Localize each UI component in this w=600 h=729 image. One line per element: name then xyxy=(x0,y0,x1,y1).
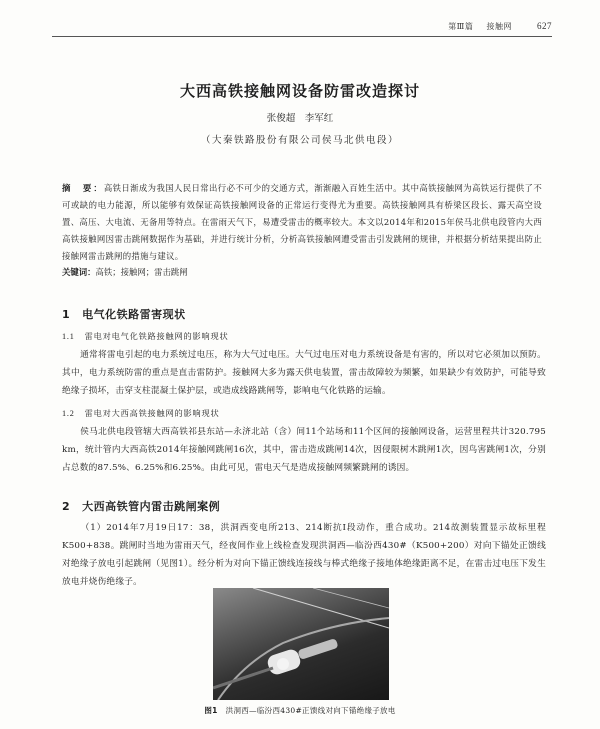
section-1-heading xyxy=(62,306,186,322)
keywords xyxy=(62,266,188,278)
subsection-1-2-heading xyxy=(62,408,219,419)
paragraph-1-2 xyxy=(62,423,546,477)
header-rule xyxy=(52,36,552,37)
header-issue: 第Ⅲ篇 xyxy=(448,22,474,31)
section-2-title: 大西高铁管内雷击跳闸案例 xyxy=(82,500,221,513)
paragraph-1-1-text: 通常将雷电引起的电力系统过电压，称为大气过电压。大气过电压对电力系统设备是有害的，所以对它必须加以预防。其中，电力系统防雷的重点是直击雷防护。接触网大多为露天供电装置，雷击故障较为频繁，如果缺少有效防护，可能导致绝缘子损坏，击穿支柱混凝土保护层，或造成线路跳闸等，影响电气化铁路的运输。 xyxy=(62,350,546,396)
abstract-text: 高铁日渐成为我国人民日常出行必不可少的交通方式，渐渐融入百姓生活中。其中高铁接触网为高铁运行提供了不可或缺的电力能源，所以能够有效保证高铁接触网设备的正常运行变得尤为重要。高铁接触网具有桥梁区段长、露天高空设置、高压、大电流、无备用等特点。在雷雨天气下，易遭受雷击的概率较大。本文以2014年和2015年侯马北供电段管内大西高铁接触网因雷击跳闸数据作为基础，并进行统计分析，分析高铁接触网遭受雷击引发跳闸的规律，并根据分析结果提出防止接触网雷击跳闸的措施与建议。 xyxy=(62,183,542,261)
paragraph-2-1-text: （1）2014年7月19日17：38，洪洞西变电所213、214断抗Ⅰ段动作，重合成功。214故测装置显示故标里程K500+838。跳闸时当地为雷雨天气，经夜间作业上线检查发现洪洞西—临汾西430#（K500+200）对向下锚处正馈线对绝缘子放电引起跳闸（见图1）。经分析为对向下锚正馈线连接线与棒式绝缘子接地体绝缘距离不足，在雷击过电压下发生放电并烧伤绝缘子。 xyxy=(62,523,546,587)
subsection-1-2-number: 1.2 xyxy=(62,409,75,418)
abstract-label: 摘 要： xyxy=(62,183,104,193)
paragraph-1-2-text: 侯马北供电段管辖大西高铁祁县东站—永济北站（含）间11个站场和11个区间的接触网设备，运营里程共计320.795 km，统计管内大西高铁2014年接触网跳闸16次，其中，雷击造成跳闸14次，因侵限树木跳闸1次，因鸟害跳闸1次，分别占总数的87.5%、6.25%和6.25%。由此可见，雷电天气是造成接触网频繁跳闸的诱因。 xyxy=(62,427,546,473)
subsection-1-1-title: 雷电对电气化铁路接触网的影响现状 xyxy=(84,331,229,341)
section-1-title: 电气化铁路雷害现状 xyxy=(82,308,186,321)
subsection-1-1-number: 1.1 xyxy=(62,332,75,341)
page-number: 627 xyxy=(537,21,552,31)
figure-1-caption xyxy=(0,705,600,716)
section-1-number: 1 xyxy=(62,308,71,321)
paper-authors: 张俊超 李军红 xyxy=(266,113,334,124)
section-2-number: 2 xyxy=(62,500,71,513)
keywords-label: 关键词： xyxy=(62,267,96,277)
figure-1-label: 图1 xyxy=(204,706,218,715)
page-header xyxy=(438,21,552,32)
header-section: 接触网 xyxy=(486,22,512,31)
paper-title: 大西高铁接触网设备防雷改造探讨 xyxy=(179,82,420,100)
paragraph-2-1 xyxy=(62,519,546,591)
paper-affiliation: （大秦铁路股份有限公司侯马北供电段） xyxy=(200,135,399,146)
subsection-1-2-title: 雷电对大西高铁接触网的影响现状 xyxy=(84,408,220,418)
abstract xyxy=(62,180,542,265)
figure-1-photo xyxy=(213,588,389,700)
section-2-heading xyxy=(62,498,220,514)
keywords-text: 高铁；接触网；雷击跳闸 xyxy=(95,267,188,277)
paragraph-1-1 xyxy=(62,346,546,400)
figure-1-caption-text: 洪洞西—临汾西430#正馈线对向下锚绝缘子放电 xyxy=(225,706,396,715)
subsection-1-1-heading xyxy=(62,331,228,342)
